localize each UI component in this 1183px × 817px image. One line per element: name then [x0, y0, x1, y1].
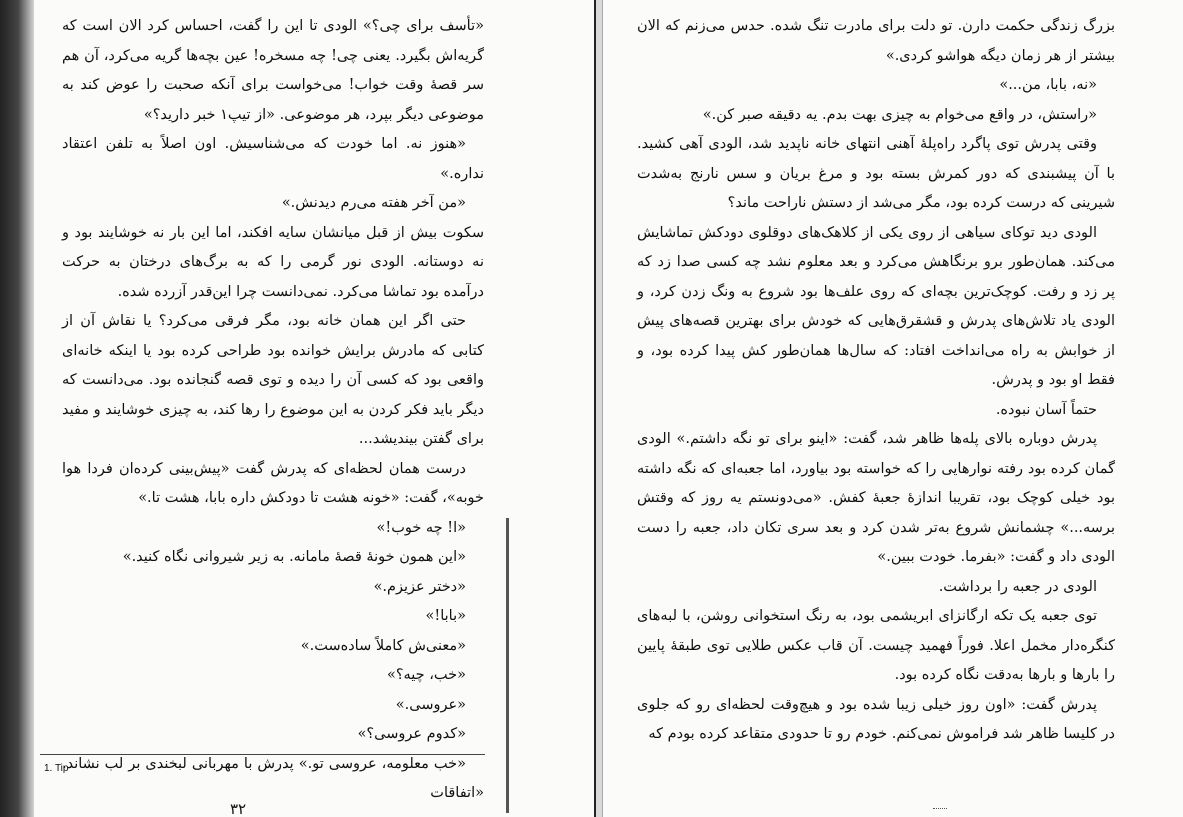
paragraph: درست همان لحظه‌ای که پدرش گفت «پیش‌بینی کرده‌ان فردا هوا خوبه»، گفت: «خونه هشت تا دودکش داره بابا، هشت تا.»: [62, 460, 484, 506]
paragraph: «تأسف برای چی؟» الودی تا این را گفت، احساس کرد الان است که گریه‌اش بگیرد. یعنی چی! چه مسخره! عین بچه‌ها گریه می‌کرد، آن هم سر قصهٔ وقت خواب! می‌خواست برای آنکه صحبت را عوض کند به موضوعی دیگر بپرد، هر موضوعی. «از تیپ۱ خبر دارید؟»: [62, 18, 484, 123]
paragraph: «راستش، در واقع می‌خوام به چیزی بهت بدم. یه دقیقه صبر کن.»: [702, 106, 1097, 123]
paragraph: «ا! چه خوب!»: [376, 519, 466, 536]
paragraph: «نه، بابا، من...»: [999, 77, 1097, 93]
paragraph: «معنی‌ش کاملاً ساده‌ست.»: [300, 637, 466, 654]
paragraph: حتی اگر این همان خانه بود، مگر فرقی می‌کرد؟ یا نقاش آن از کتابی که مادرش برایش خوانده بود طراحی کرده بود یا اینکه خانه‌ای واقعی بود که کسی آن را دیده و توی قصه گنجانده بود. می‌دانست که دیگر باید فکر کردن به این موضوع را رها کند، به چیزی خوشایند و مفید برای گفتن بیندیشد...: [61, 313, 484, 447]
paragraph: الودی در جعبه را برداشت.: [938, 578, 1097, 595]
right-page: [602, 0, 1183, 817]
paragraph: پدرش گفت: «اون روز خیلی زیبا شده بود و هیچ‌وقت لحظه‌ای رو که جلوی در کلیسا ظاهر شد فراموش نمی‌کنم. خودم رو تا حدودی متقاعد کرده بودم که: [637, 696, 1115, 742]
paragraph: «من آخر هفته می‌رم دیدنش.»: [281, 195, 466, 211]
paragraph: بزرگ زندگی حکمت دارن. تو دلت برای مادرت تنگ شده. حدس می‌زنم که الان بیشتر از هر زمان دیگه هواشو کردی.»: [637, 18, 1115, 64]
paragraph: «بابا!»: [425, 608, 466, 624]
paragraph: «این همون خونهٔ قصهٔ مامانه. به زیر شیروانی نگاه کنید.»: [122, 549, 466, 565]
page-edge-mark: [933, 808, 947, 811]
paragraph: «عروسی.»: [395, 696, 466, 713]
footnote: 1. Tip: [44, 763, 69, 774]
paragraph: «کدوم عروسی؟»: [357, 726, 466, 742]
paragraph: حتماً آسان نبوده.: [995, 401, 1097, 418]
paragraph: الودی دید توکای سیاهی از روی یکی از کلاهک‌های دوقلوی دودکش تماشایش می‌کند. همان‌طور برو برنگاهش می‌کرد و بعد معلوم نشد چه کسی صدا زد که پر زد و رفت. کوچک‌ترین بچه‌ای که روی علف‌ها بود شروع به ونگ زدن کرد، و الودی یاد تلاش‌های پدرش و قشقرق‌هایی که خودش برای بهترین قصه‌های پیش از خوابش به راه می‌انداخت افتاد: که سال‌ها همان‌طور کش پیدا کرده بود، و فقط او بود و پدرش.: [637, 224, 1115, 388]
paragraph: «دختر عزیزم.»: [373, 578, 466, 595]
page-number: ۳۲: [230, 800, 247, 817]
paragraph: وقتی پدرش توی پاگرد راه‌پلهٔ آهنی انتهای خانه ناپدید شد، الودی آهی کشید. با آن پیشبندی که دور کمرش بسته بود و مرغ بریان و سس نارنج به‌شدت شیرینی که درست کرده بود، مگر می‌شد از دستش ناراحت ماند؟: [637, 136, 1115, 211]
left-page-text: [62, 12, 484, 809]
paragraph: پدرش دوباره بالای پله‌ها ظاهر شد، گفت: «اینو برای تو نگه داشتم.» الودی گمان کرده بود رفته نوارهایی را که خواسته بود بیاورد، اما جعبه‌ای که نگه داشته بود خیلی کوچک بود، تقریبا اندازهٔ جعبهٔ کفش. «می‌دونستم یه روز که وقتش برسه...» چشمانش شروع به‌تر شدن کرد و بعد سری تکان داد، جعبه را دست الودی داد و گفت: «بفرما. خودت ببین.»: [637, 431, 1115, 565]
footnote-divider: [40, 754, 485, 755]
paragraph: «خب معلومه، عروسی تو.» پدرش با مهربانی لبخندی بر لب نشاند. «اتفاقات: [62, 755, 484, 801]
paragraph: «خب، چیه؟»: [386, 667, 466, 683]
right-page-text: [637, 12, 1115, 750]
paragraph: «هنوز نه. اما خودت که می‌شناسیش. اون اصلاً به تلفن اعتقاد نداره.»: [62, 136, 484, 182]
paragraph: سکوت بیش از قبل میانشان سایه افکند، اما این بار نه خوشایند بود و نه دوستانه. الودی نور گرمی را که به برگ‌های درختان به حرکت درآمده بود تماشا می‌کرد. نمی‌دانست چرا این‌قدر آزرده شده.: [62, 224, 484, 300]
paragraph: توی جعبه یک تکه ارگانزای ابریشمی بود، به رنگ استخوانی روشن، با لبه‌های کنگره‌دار مخمل اعلا. فوراً فهمید چیست. آن قاب عکس طلایی توی طبقهٔ پایین را بارها و بارها به‌دقت نگاه کرده بود.: [637, 608, 1115, 683]
